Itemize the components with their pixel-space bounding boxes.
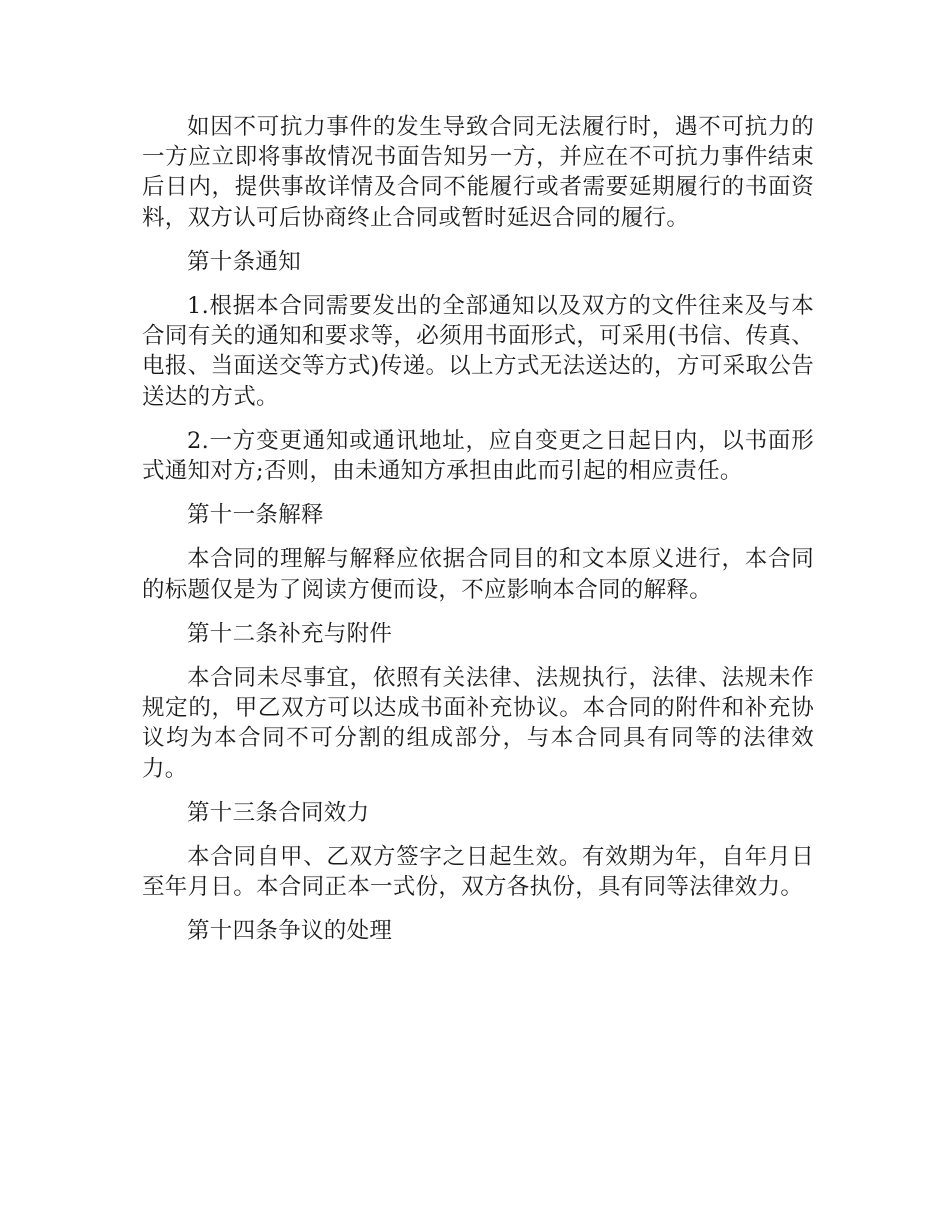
section-heading-supplement: 第十二条补充与附件 <box>187 620 393 647</box>
document-body <box>142 112 814 961</box>
paragraph-force-majeure: 如因不可抗力事件的发生导致合同无法履行时，遇不可抗力的一方应立即将事故情况书面告知另一方，并应在不可抗力事件结束后日内，提供事故详情及合同不能履行或者需要延期履行的书面资料，双方认可后协商终止合同或暂时延迟合同的履行。 <box>142 114 814 231</box>
section-heading-dispute: 第十四条争议的处理 <box>187 918 393 945</box>
paragraph-interpretation: 本合同的理解与解释应依据合同目的和文本原义进行，本合同的标题仅是为了阅读方便而设，不应影响本合同的解释。 <box>142 546 814 603</box>
section-heading-notice: 第十条通知 <box>187 248 302 275</box>
paragraph-validity: 本合同自甲、乙双方签字之日起生效。有效期为年，自年月日至年月日。本合同正本一式份，双方各执份，具有同等法律效力。 <box>142 844 814 901</box>
paragraph-notice-1: 1.根据本合同需要发出的全部通知以及双方的文件往来及与本合同有关的通知和要求等，必须用书面形式，可采用(书信、传真、电报、当面送交等方式)传递。以上方式无法送达的，方可采取公告送达的方式。 <box>142 293 814 410</box>
section-heading-interpretation: 第十一条解释 <box>187 502 324 529</box>
section-heading-validity: 第十三条合同效力 <box>187 799 370 826</box>
paragraph-supplement: 本合同未尽事宜，依照有关法律、法规执行，法律、法规未作规定的，甲乙双方可以达成书面补充协议。本合同的附件和补充协议均为本合同不可分割的组成部分，与本合同具有同等的法律效力。 <box>142 665 814 782</box>
paragraph-notice-2: 2.一方变更通知或通讯地址，应自变更之日起日内，以书面形式通知对方;否则，由未通知方承担由此而引起的相应责任。 <box>142 427 814 485</box>
